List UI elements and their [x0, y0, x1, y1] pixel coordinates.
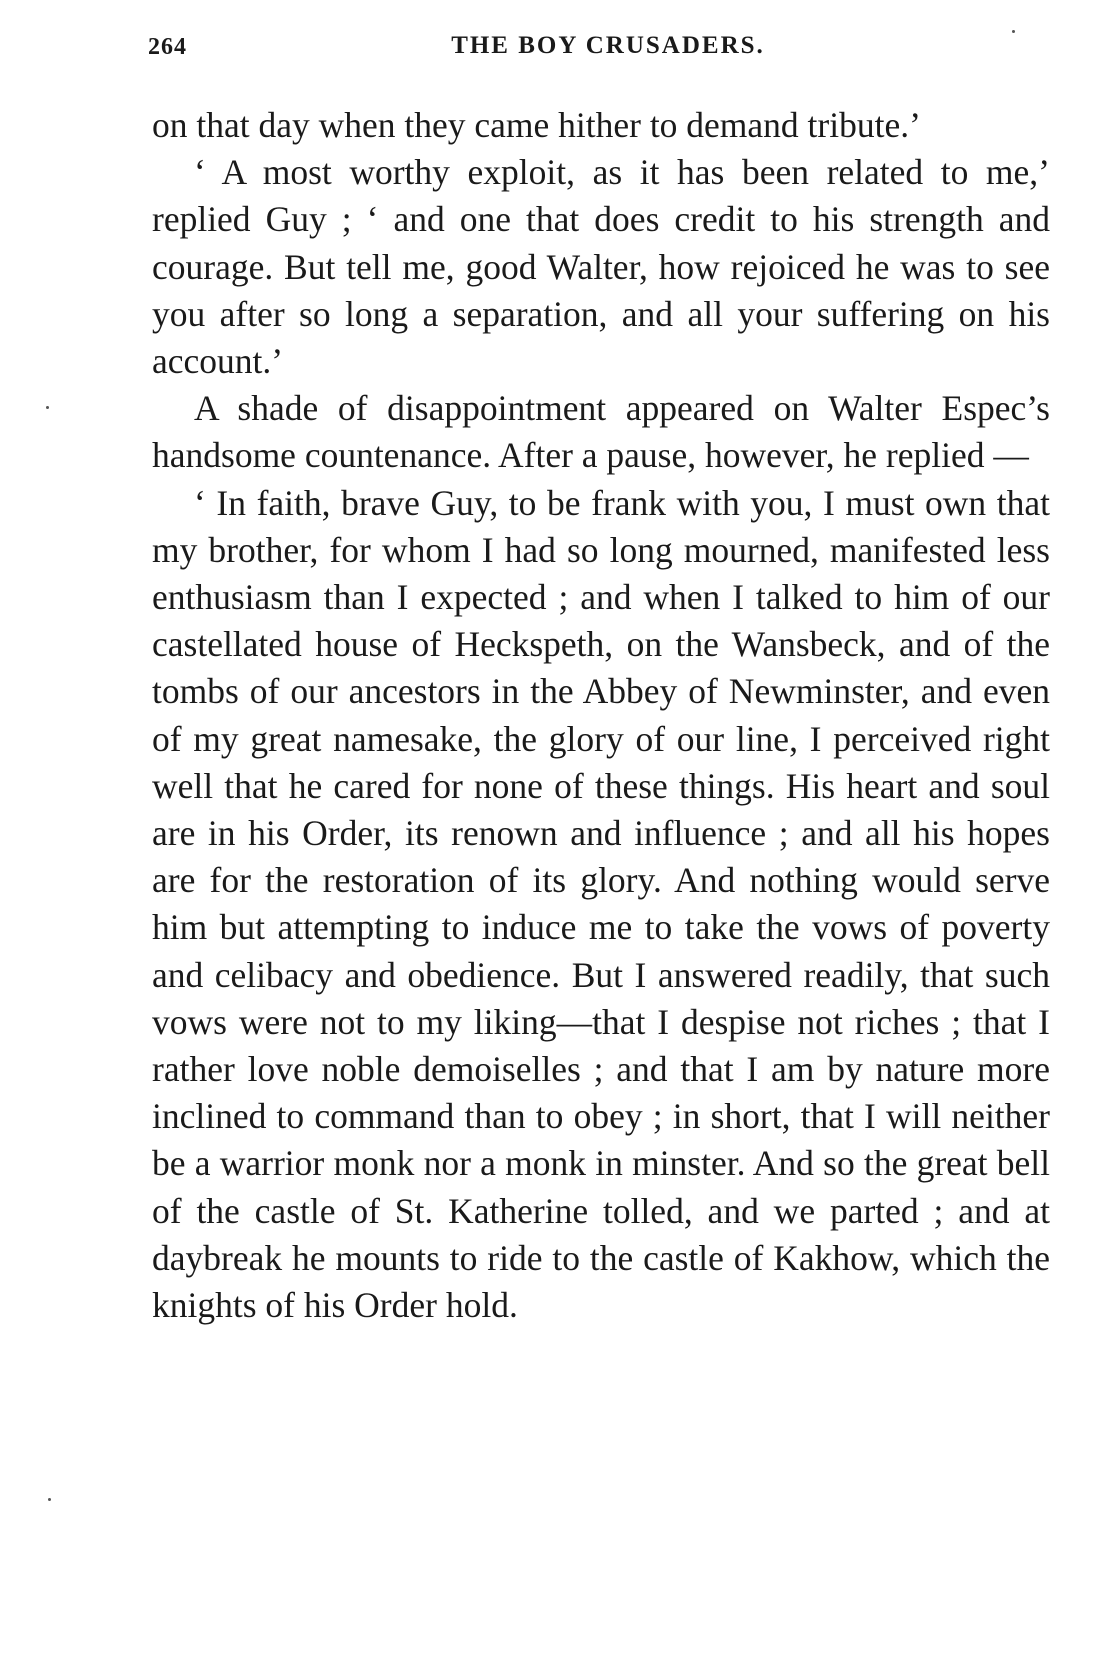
running-head: [148, 30, 1048, 66]
margin-speck: [46, 406, 49, 409]
paragraph-continuation: on that day when they came hither to demand tribute.’: [152, 105, 921, 145]
running-title: THE BOY CRUSADERS.: [451, 32, 765, 59]
paragraph-guy-reply: ‘ A most worthy exploit, as it has been related to me,’ replied Guy ; ‘ and one that does credit to his strength and courage. But tell me, good Walter, how rejoiced he was to see you after so long a separation, and all your suffering on his account.’: [152, 152, 1050, 382]
margin-speck: [48, 1498, 51, 1501]
paragraph-walter-reaction: A shade of disappointment appeared on Walter Espec’s handsome countenance. After a pause, however, he replied —: [152, 388, 1050, 476]
page-number: 264: [148, 34, 187, 60]
body-text: [152, 102, 1050, 1329]
paragraph-walter-speech: ‘ In faith, brave Guy, to be frank with you, I must own that my brother, for whom I had so long mourned, manifested less enthusiasm than I expected ; and when I talked to him of our castellated house of Heckspeth, on the Wansbeck, and of the tombs of our ancestors in the Abbey of Newminster, and even of my great namesake, the glory of our line, I perceived right well that he cared for none of these things. His heart and soul are in his Order, its renown and influence ; and all his hopes are for the restoration of its glory. And nothing would serve him but attempting to induce me to take the vows of poverty and celibacy and obedience. But I answered readily, that such vows were not to my liking—that I despise not riches ; that I rather love noble demoiselles ; and that I am by nature more inclined to command than to obey ; in short, that I will neither be a warrior monk nor a monk in minster. And so the great bell of the castle of St. Katherine tolled, and we parted ; and at daybreak he mounts to ride to the castle of Kakhow, which the knights of his Order hold.: [152, 482, 1050, 1326]
margin-speck: [1012, 30, 1015, 33]
